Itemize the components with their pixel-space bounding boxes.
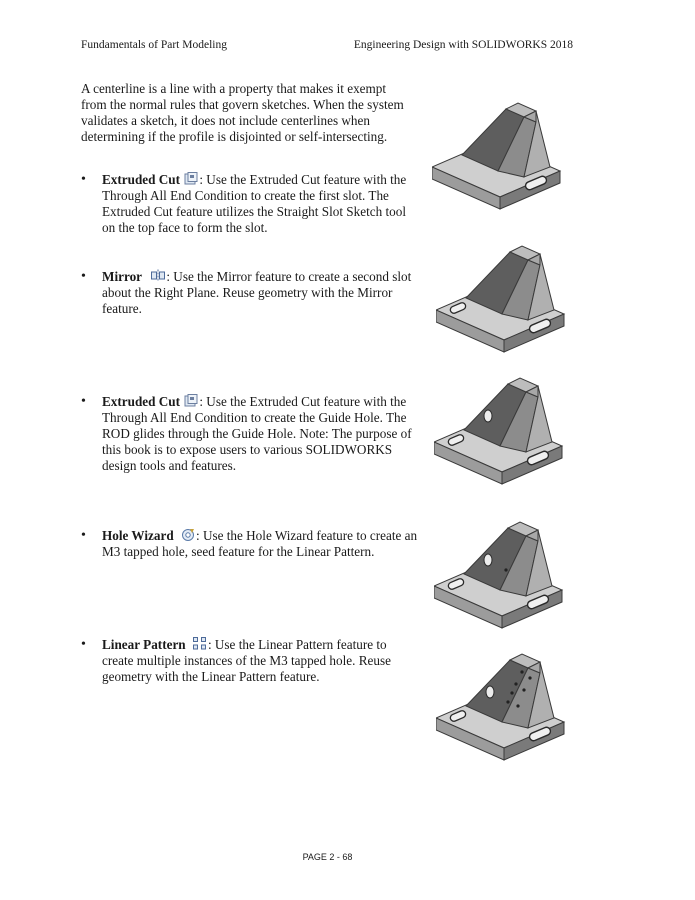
bullet-text: : Use the Hole Wizard feature to create an M3 tapped hole, seed feature for the Linear Pattern. [102,528,418,559]
bullet-title: Hole Wizard [102,528,174,543]
bullet-text: : Use the Mirror feature to create a second slot about the Right Plane. Reuse geometry with the Mirror feature. [102,269,412,316]
part-model-image-3 [434,370,564,490]
part-model-image-4 [434,514,564,634]
page-number: PAGE 2 - 68 [302,852,353,862]
bullet-dot: • [81,172,86,187]
bullet-extruded-cut-slot [81,172,421,236]
intro-paragraph: A centerline is a line with a property that makes it exempt from the normal rules that govern sketches. When the system validates a sketch, it does not include centerlines when determining if the profile is disjointed or self-intersecting. [81,81,404,144]
bullet-title: Mirror [102,269,143,284]
page-header-left: Fundamentals of Part Modeling [81,39,227,51]
bullet-text: : Use the Linear Pattern feature to create multiple instances of the M3 tapped hole. Reuse geometry with the Linear Pattern feature. [102,637,391,684]
bullet-title: Extruded Cut [102,394,181,409]
bullet-title: Extruded Cut [102,172,181,187]
bullet-linear-pattern [81,637,421,685]
mirror-icon [151,269,165,282]
bullet-dot: • [81,394,86,409]
bullet-dot: • [81,528,86,543]
bullet-extruded-cut-guide-hole [81,394,421,474]
bullet-mirror [81,269,421,317]
extruded-cut-icon [184,394,198,407]
hole-wizard-icon [181,528,195,541]
bullet-text: : Use the Extruded Cut feature with the Through All End Condition to create the first slot. The Extruded Cut feature utilizes the Straight Slot Sketch tool on the top face to form the slot. [102,172,407,235]
bullet-title: Linear Pattern [102,637,186,652]
bullet-hole-wizard [81,528,421,560]
bullet-dot: • [81,637,86,652]
page-header-right: Engineering Design with SOLIDWORKS 2018 [353,39,573,51]
part-model-image-1 [432,95,562,215]
extruded-cut-icon [184,172,198,185]
bullet-text: : Use the Extruded Cut feature with the Through All End Condition to create the Guide Hole. The ROD glides through the Guide Hole. Note: The purpose of this book is to expose users to various SOLIDWORKS design tools and features. [102,394,412,473]
part-model-image-5 [436,646,566,766]
linear-pattern-icon [193,637,207,650]
part-model-image-2 [436,238,566,358]
bullet-dot: • [81,269,86,284]
